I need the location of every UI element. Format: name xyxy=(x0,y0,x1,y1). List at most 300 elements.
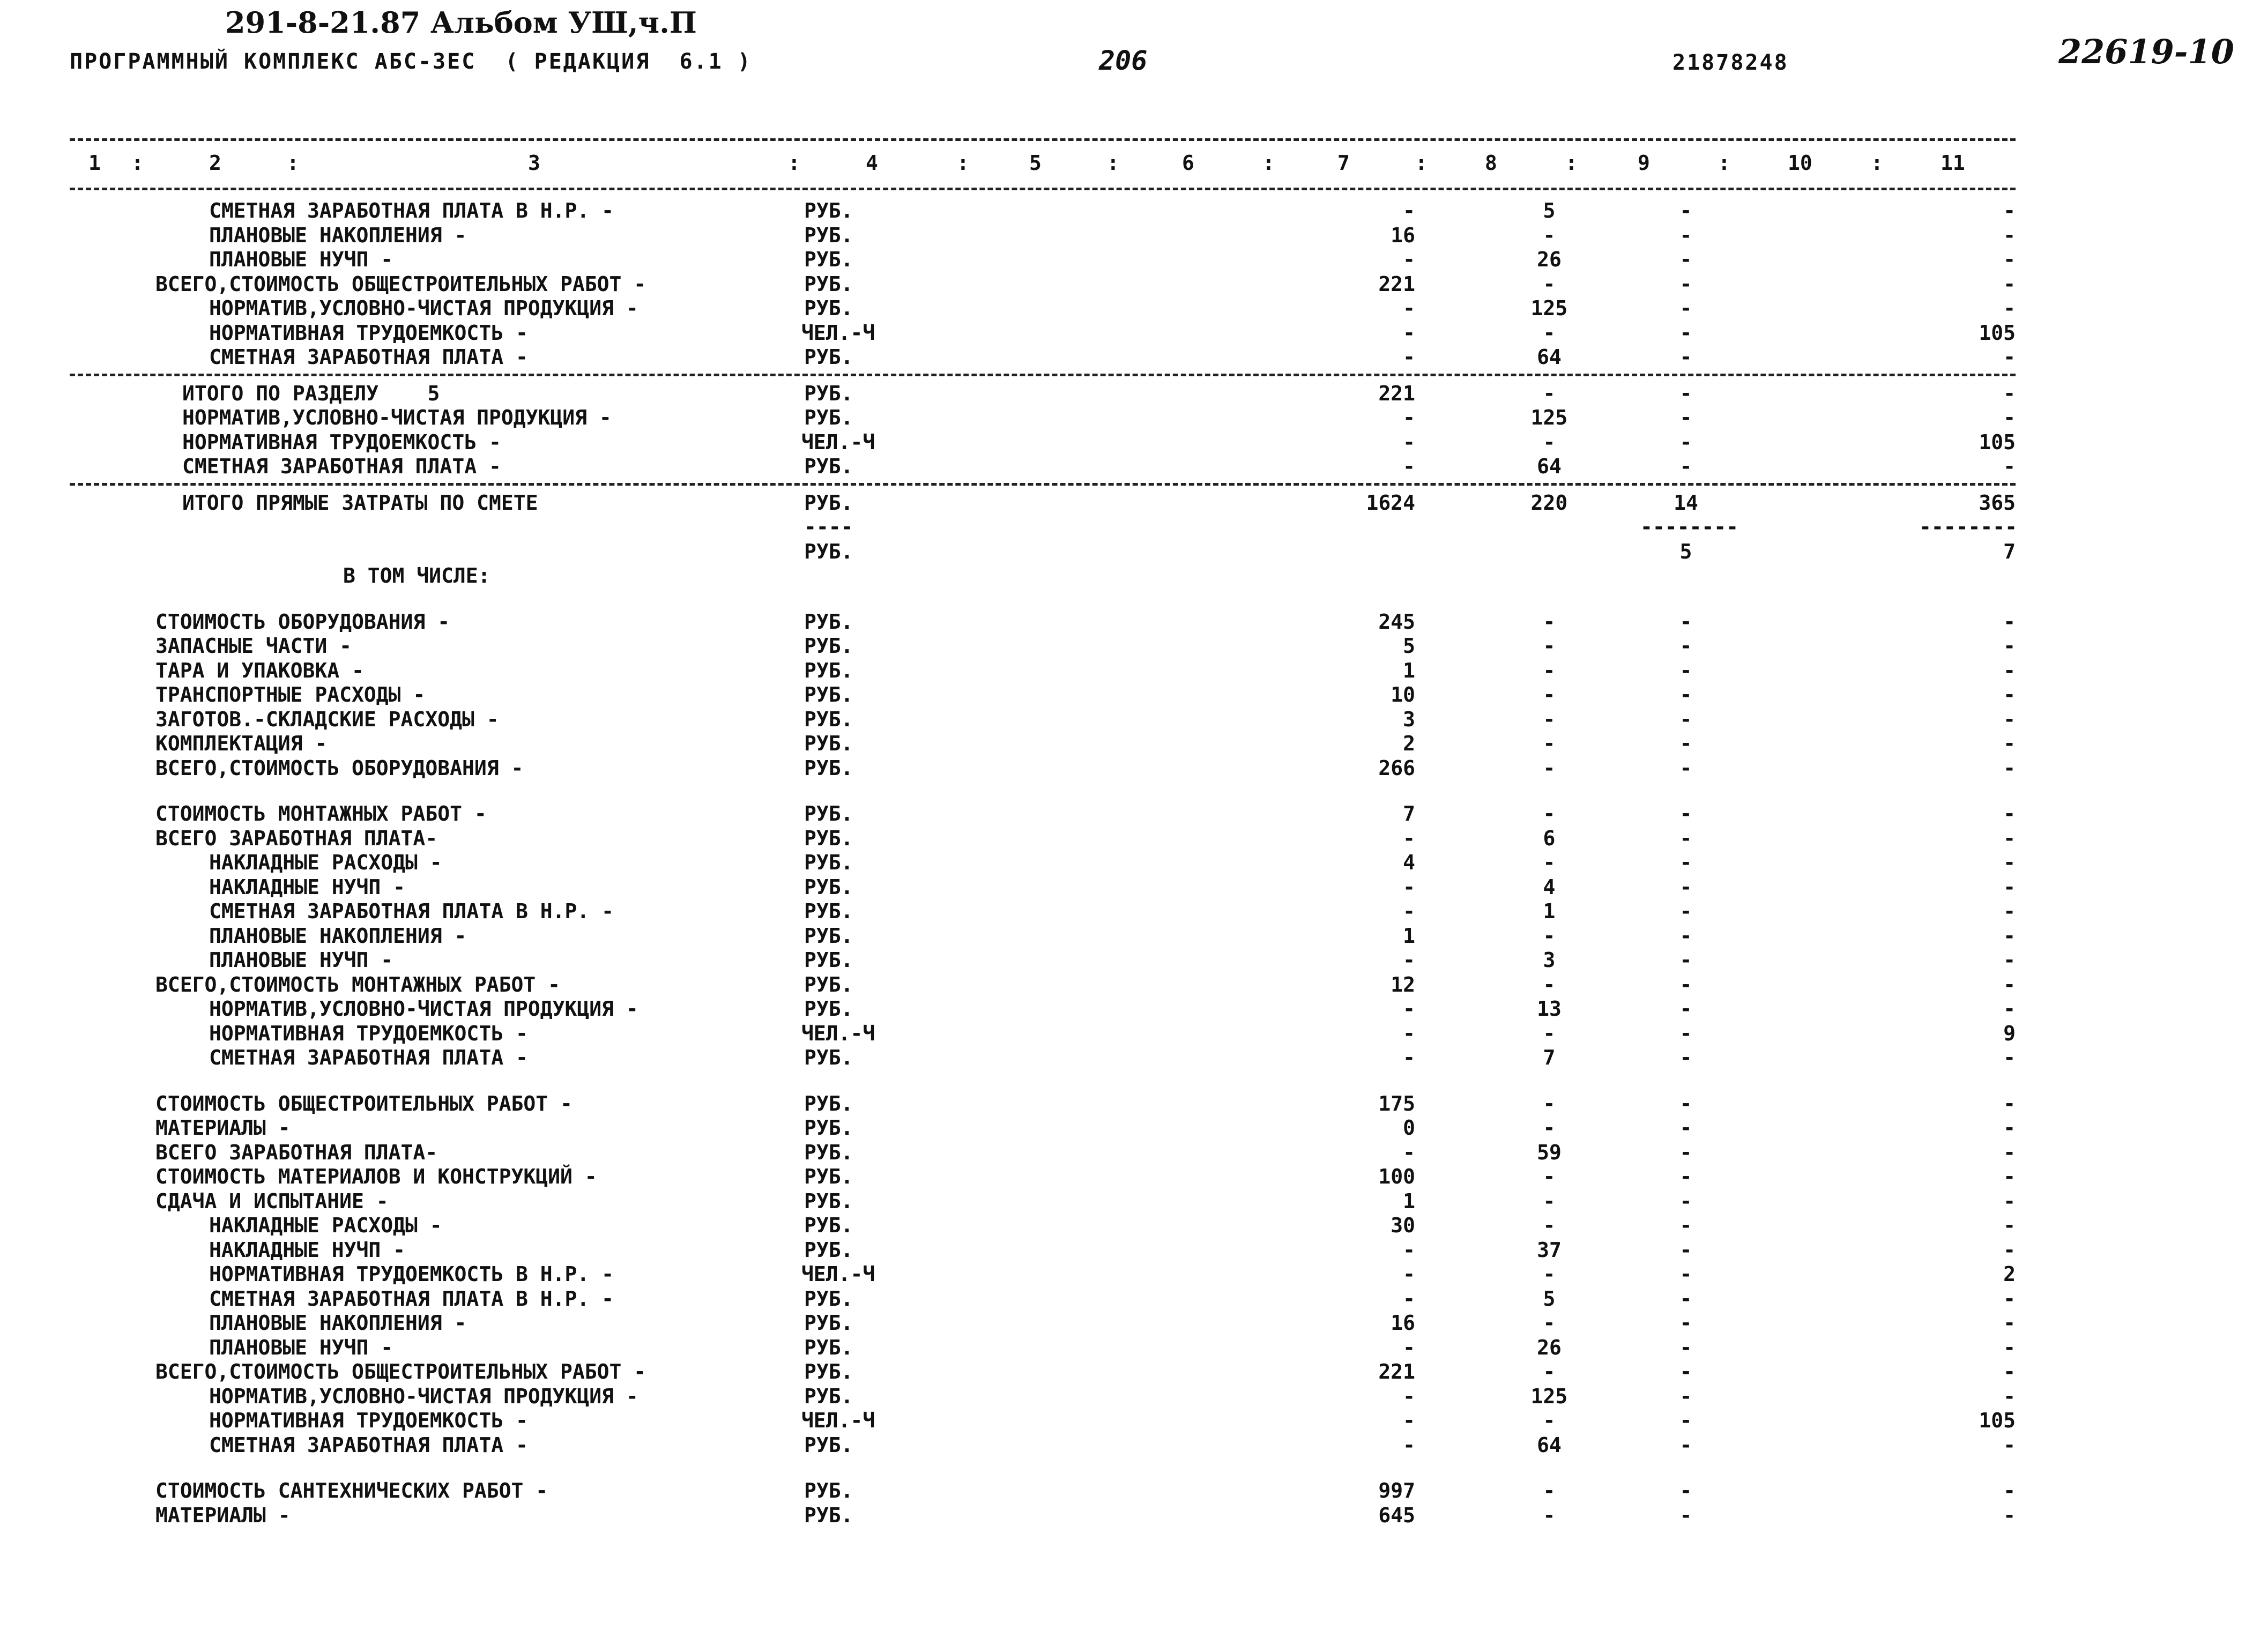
row-col9: 5 xyxy=(1679,539,1692,563)
row-col7: 175 xyxy=(1378,1091,1415,1115)
row-col8: - xyxy=(1543,1091,1556,1115)
table-row xyxy=(0,1433,2260,1457)
row-name: ПЛАНОВЫЕ НАКОПЛЕНИЯ - xyxy=(209,1311,467,1335)
row-col11: - xyxy=(2003,1286,2016,1311)
row-col7: 1 xyxy=(1403,658,1415,682)
row-col11: 9 xyxy=(2003,1021,2016,1045)
table-row xyxy=(0,539,2260,564)
row-unit: РУБ. xyxy=(804,1189,853,1213)
handwritten-number: 22619-10 xyxy=(2058,32,2234,71)
table-row xyxy=(0,1021,2260,1046)
column-header-10: 10 xyxy=(1788,151,1812,175)
row-col9: - xyxy=(1679,948,1692,972)
row-col8: - xyxy=(1543,1165,1556,1188)
row-col11: - xyxy=(2003,802,2016,825)
table-row xyxy=(0,1503,2260,1528)
row-name: В ТОМ ЧИСЛЕ: xyxy=(343,564,490,587)
row-col11: - xyxy=(2003,406,2016,429)
row-col9: - xyxy=(1679,406,1692,429)
row-col11: - xyxy=(2003,1479,2016,1502)
row-col8: - xyxy=(1543,634,1556,658)
row-col8: 125 xyxy=(1530,1384,1568,1408)
row-col9: - xyxy=(1679,199,1692,222)
row-unit: РУБ. xyxy=(804,658,853,682)
row-col11: - xyxy=(2003,381,2016,405)
row-col11: - xyxy=(2003,609,2016,634)
row-col9: - xyxy=(1679,1335,1692,1359)
table-row xyxy=(0,1213,2260,1238)
row-col7: 221 xyxy=(1378,272,1415,296)
row-name: ВСЕГО,СТОИМОСТЬ ОБЩЕСТРОИТЕЛЬНЫХ РАБОТ - xyxy=(155,272,646,296)
row-name: НОРМАТИВНАЯ ТРУДОЕМКОСТЬ В Н.Р. - xyxy=(209,1262,614,1286)
row-col8: - xyxy=(1543,972,1556,996)
row-name: ПЛАНОВЫЕ НУЧП - xyxy=(209,1335,393,1359)
row-col11: - xyxy=(2003,345,2016,369)
row-unit: ---- xyxy=(804,515,853,539)
row-col7: - xyxy=(1403,1046,1415,1069)
table-row xyxy=(0,490,2260,515)
row-name: ПЛАНОВЫЕ НАКОПЛЕНИЯ - xyxy=(209,924,467,948)
row-col11: - xyxy=(2003,296,2016,320)
row-col8: - xyxy=(1543,732,1556,755)
row-col11: - xyxy=(2003,1335,2016,1359)
row-col7: - xyxy=(1403,345,1415,369)
row-col11: - xyxy=(2003,1116,2016,1140)
column-header-2: 2 xyxy=(209,151,221,175)
table-row xyxy=(0,223,2260,248)
header-bottom-rule xyxy=(70,188,2016,190)
row-col9: - xyxy=(1679,826,1692,850)
table-row xyxy=(0,899,2260,924)
row-col7: 16 xyxy=(1391,1311,1415,1335)
row-unit: РУБ. xyxy=(804,539,853,563)
row-col9: - xyxy=(1679,321,1692,345)
table-row xyxy=(0,1286,2260,1311)
row-col8: - xyxy=(1543,223,1556,247)
row-unit: РУБ. xyxy=(804,345,853,369)
row-col9: - xyxy=(1679,1140,1692,1164)
row-col7: 4 xyxy=(1403,851,1415,874)
row-unit: РУБ. xyxy=(804,272,853,296)
table-row xyxy=(0,682,2260,707)
row-col11: - xyxy=(2003,1238,2016,1262)
row-name: СТОИМОСТЬ ОБОРУДОВАНИЯ - xyxy=(155,609,450,634)
table-row xyxy=(0,430,2260,455)
row-unit: РУБ. xyxy=(804,948,853,972)
row-col9: - xyxy=(1679,1214,1692,1237)
row-col9: - xyxy=(1679,1360,1692,1383)
row-col11: - xyxy=(2003,899,2016,923)
row-col11: - xyxy=(2003,658,2016,682)
table-row xyxy=(0,1384,2260,1409)
table-row xyxy=(0,707,2260,732)
table-row xyxy=(0,381,2260,406)
row-col8: - xyxy=(1543,1360,1556,1383)
row-col7: 997 xyxy=(1378,1479,1415,1502)
table-row xyxy=(0,1335,2260,1360)
table-row xyxy=(0,1045,2260,1070)
row-col11: - xyxy=(2003,1046,2016,1069)
row-col11: - xyxy=(2003,1214,2016,1237)
row-name: ПЛАНОВЫЕ НАКОПЛЕНИЯ - xyxy=(209,223,467,247)
row-name: ТРАНСПОРТНЫЕ РАСХОДЫ - xyxy=(155,683,426,706)
row-col9: - xyxy=(1679,223,1692,247)
row-col8: - xyxy=(1543,1116,1556,1140)
row-col7: - xyxy=(1403,1262,1415,1286)
row-unit: РУБ. xyxy=(804,1335,853,1359)
row-name: ПЛАНОВЫЕ НУЧП - xyxy=(209,948,393,972)
document-code: 21878248 xyxy=(1672,50,1789,75)
row-col8: 37 xyxy=(1537,1238,1562,1262)
row-col9: - xyxy=(1679,1116,1692,1140)
row-name: НОРМАТИВНАЯ ТРУДОЕМКОСТЬ - xyxy=(209,321,528,345)
row-col9: - xyxy=(1679,1479,1692,1502)
column-header-5: 5 xyxy=(1029,151,1042,175)
row-unit: РУБ. xyxy=(804,1286,853,1311)
row-col8: 5 xyxy=(1543,1286,1556,1311)
row-col11: - xyxy=(2003,1360,2016,1383)
row-col7: 30 xyxy=(1391,1214,1415,1237)
row-name: НОРМАТИВ,УСЛОВНО-ЧИСТАЯ ПРОДУКЦИЯ - xyxy=(182,406,612,429)
row-name: НОРМАТИВ,УСЛОВНО-ЧИСТАЯ ПРОДУКЦИЯ - xyxy=(209,997,638,1021)
row-col11: - xyxy=(2003,272,2016,296)
row-col8: - xyxy=(1543,1503,1556,1527)
row-col8: - xyxy=(1543,851,1556,874)
row-name: СМЕТНАЯ ЗАРАБОТНАЯ ПЛАТА - xyxy=(209,1433,528,1457)
row-unit: РУБ. xyxy=(804,899,853,923)
table-row xyxy=(0,1189,2260,1214)
row-name: НОРМАТИВ,УСЛОВНО-ЧИСТАЯ ПРОДУКЦИЯ - xyxy=(209,1384,638,1408)
table-row xyxy=(0,731,2260,756)
row-unit: ЧЕЛ.-Ч xyxy=(801,1409,875,1432)
column-header-9: 9 xyxy=(1638,151,1650,175)
row-col8: 26 xyxy=(1537,1335,1562,1359)
row-col11: - xyxy=(2003,1189,2016,1213)
row-col8: - xyxy=(1543,756,1556,780)
row-name: СМЕТНАЯ ЗАРАБОТНАЯ ПЛАТА В Н.Р. - xyxy=(209,199,614,222)
row-unit: РУБ. xyxy=(804,683,853,706)
row-name: НОРМАТИВНАЯ ТРУДОЕМКОСТЬ - xyxy=(209,1021,528,1045)
row-col9: - xyxy=(1679,683,1692,706)
row-col9: - xyxy=(1679,972,1692,996)
row-col7: - xyxy=(1403,199,1415,222)
row-unit: РУБ. xyxy=(804,1479,853,1502)
row-col7: 12 xyxy=(1391,972,1415,996)
row-name: СМЕТНАЯ ЗАРАБОТНАЯ ПЛАТА - xyxy=(209,1046,528,1069)
row-col9: - xyxy=(1679,1021,1692,1045)
row-unit: РУБ. xyxy=(804,972,853,996)
row-name: СМЕТНАЯ ЗАРАБОТНАЯ ПЛАТА В Н.Р. - xyxy=(209,1286,614,1311)
row-name: КОМПЛЕКТАЦИЯ - xyxy=(155,732,328,755)
row-col11: - xyxy=(2003,924,2016,948)
row-unit: РУБ. xyxy=(804,1140,853,1164)
row-col7: - xyxy=(1403,430,1415,454)
row-col7: - xyxy=(1403,899,1415,923)
table-row xyxy=(0,850,2260,875)
row-col9: - xyxy=(1679,997,1692,1021)
row-name: ИТОГО ПРЯМЫЕ ЗАТРАТЫ ПО СМЕТЕ xyxy=(182,490,538,515)
row-col11: 105 xyxy=(1979,1409,2016,1432)
row-col9: - xyxy=(1679,1384,1692,1408)
row-col11: - xyxy=(2003,707,2016,731)
row-name: ВСЕГО ЗАРАБОТНАЯ ПЛАТА- xyxy=(155,1140,438,1164)
table-row xyxy=(0,658,2260,683)
row-col8: 3 xyxy=(1543,948,1556,972)
table-row xyxy=(0,247,2260,272)
row-col7: - xyxy=(1403,321,1415,345)
row-name: МАТЕРИАЛЫ - xyxy=(155,1116,291,1140)
table-row xyxy=(0,515,2260,539)
row-name: ПЛАНОВЫЕ НУЧП - xyxy=(209,248,393,271)
row-col8: - xyxy=(1543,272,1556,296)
row-unit: РУБ. xyxy=(804,756,853,780)
row-col11: - xyxy=(2003,248,2016,271)
page-number: 206 xyxy=(1099,45,1148,76)
row-col11: - xyxy=(2003,223,2016,247)
row-name: СМЕТНАЯ ЗАРАБОТНАЯ ПЛАТА - xyxy=(182,455,501,478)
row-col11: - xyxy=(2003,826,2016,850)
table-row xyxy=(0,1140,2260,1165)
row-col9: - xyxy=(1679,272,1692,296)
row-name: НАКЛАДНЫЕ НУЧП - xyxy=(209,1238,406,1262)
row-col9: - xyxy=(1679,1311,1692,1335)
table-row xyxy=(0,1164,2260,1189)
program-header: ПРОГРАММНЫЙ КОМПЛЕКС АБС-3ЕС ( РЕДАКЦИЯ 6.1 ) xyxy=(70,49,752,74)
table-row xyxy=(0,454,2260,479)
row-col7: 645 xyxy=(1378,1503,1415,1527)
row-col11: -------- xyxy=(1919,515,2018,539)
row-col9: - xyxy=(1679,1189,1692,1213)
table-row xyxy=(0,924,2260,948)
row-col9: - xyxy=(1679,1238,1692,1262)
row-col9: - xyxy=(1679,345,1692,369)
table-row xyxy=(0,875,2260,899)
row-col11: - xyxy=(2003,948,2016,972)
row-col9: - xyxy=(1679,658,1692,682)
row-unit: РУБ. xyxy=(804,381,853,405)
row-col8: - xyxy=(1543,707,1556,731)
row-name: СТОИМОСТЬ МОНТАЖНЫХ РАБОТ - xyxy=(155,802,487,825)
row-name: СМЕТНАЯ ЗАРАБОТНАЯ ПЛАТА В Н.Р. - xyxy=(209,899,614,923)
row-name: ВСЕГО,СТОИМОСТЬ ОБОРУДОВАНИЯ - xyxy=(155,756,524,780)
row-col9: -------- xyxy=(1640,515,1739,539)
row-col7: - xyxy=(1403,248,1415,271)
row-col7: 1624 xyxy=(1366,490,1415,515)
row-name: НОРМАТИВ,УСЛОВНО-ЧИСТАЯ ПРОДУКЦИЯ - xyxy=(209,296,638,320)
table-row xyxy=(0,948,2260,972)
table-row xyxy=(0,1262,2260,1286)
row-name: ТАРА И УПАКОВКА - xyxy=(155,658,364,682)
row-col8: 5 xyxy=(1543,199,1556,222)
row-col7: - xyxy=(1403,826,1415,850)
row-col8: - xyxy=(1543,683,1556,706)
table-row xyxy=(0,996,2260,1021)
row-col11: - xyxy=(2003,972,2016,996)
row-unit: РУБ. xyxy=(804,248,853,271)
row-col7: 16 xyxy=(1391,223,1415,247)
row-col7: - xyxy=(1403,1140,1415,1164)
table-row xyxy=(0,756,2260,780)
row-col9: - xyxy=(1679,296,1692,320)
row-col8: - xyxy=(1543,1262,1556,1286)
row-unit: РУБ. xyxy=(804,1091,853,1115)
row-name: НАКЛАДНЫЕ НУЧП - xyxy=(209,875,406,899)
row-col9: - xyxy=(1679,1165,1692,1188)
row-unit: РУБ. xyxy=(804,851,853,874)
row-col11: - xyxy=(2003,756,2016,780)
row-unit: РУБ. xyxy=(804,634,853,658)
row-col7: - xyxy=(1403,875,1415,899)
row-col11: - xyxy=(2003,683,2016,706)
row-unit: РУБ. xyxy=(804,924,853,948)
row-col9: - xyxy=(1679,899,1692,923)
row-unit: РУБ. xyxy=(804,296,853,320)
row-col7: - xyxy=(1403,406,1415,429)
row-col8: - xyxy=(1543,1409,1556,1432)
row-col9: - xyxy=(1679,381,1692,405)
row-name: ЗАГОТОВ.-СКЛАДСКИЕ РАСХОДЫ - xyxy=(155,707,499,731)
row-col11: 105 xyxy=(1979,430,2016,454)
row-unit: ЧЕЛ.-Ч xyxy=(801,430,875,454)
row-unit: РУБ. xyxy=(804,199,853,222)
table-row xyxy=(0,1408,2260,1433)
row-unit: РУБ. xyxy=(804,732,853,755)
row-col8: 4 xyxy=(1543,875,1556,899)
row-col9: - xyxy=(1679,756,1692,780)
column-header-8: 8 xyxy=(1485,151,1497,175)
row-name: СТОИМОСТЬ САНТЕХНИЧЕСКИХ РАБОТ - xyxy=(155,1479,548,1502)
row-col7: - xyxy=(1403,1021,1415,1045)
row-col8: - xyxy=(1543,321,1556,345)
row-col7: - xyxy=(1403,1409,1415,1432)
row-col7: 2 xyxy=(1403,732,1415,755)
row-unit: ЧЕЛ.-Ч xyxy=(801,1262,875,1286)
section-rule xyxy=(70,374,2016,376)
row-col11: - xyxy=(2003,851,2016,874)
row-col8: - xyxy=(1543,609,1556,634)
row-unit: РУБ. xyxy=(804,707,853,731)
row-col7: - xyxy=(1403,1384,1415,1408)
row-unit: РУБ. xyxy=(804,1116,853,1140)
row-unit: РУБ. xyxy=(804,223,853,247)
table-row xyxy=(0,1091,2260,1116)
row-name: ЗАПАСНЫЕ ЧАСТИ - xyxy=(155,634,352,658)
row-name: СМЕТНАЯ ЗАРАБОТНАЯ ПЛАТА - xyxy=(209,345,528,369)
row-col8: - xyxy=(1543,1189,1556,1213)
table-row xyxy=(0,198,2260,223)
row-col8: - xyxy=(1543,430,1556,454)
row-col7: 10 xyxy=(1391,683,1415,706)
row-col7: 245 xyxy=(1378,609,1415,634)
table-row xyxy=(0,563,2260,588)
row-col11: - xyxy=(2003,997,2016,1021)
row-col8: 1 xyxy=(1543,899,1556,923)
table-row xyxy=(0,1238,2260,1262)
row-col7: 221 xyxy=(1378,381,1415,405)
row-col7: - xyxy=(1403,1335,1415,1359)
row-unit: РУБ. xyxy=(804,875,853,899)
row-unit: РУБ. xyxy=(804,1311,853,1335)
row-col9: - xyxy=(1679,248,1692,271)
row-unit: ЧЕЛ.-Ч xyxy=(801,1021,875,1045)
row-col8: 125 xyxy=(1530,406,1568,429)
table-row xyxy=(0,296,2260,321)
column-header-4: 4 xyxy=(866,151,878,175)
row-unit: РУБ. xyxy=(804,1165,853,1188)
row-col8: - xyxy=(1543,381,1556,405)
row-col9: - xyxy=(1679,851,1692,874)
row-col11: 2 xyxy=(2003,1262,2016,1286)
row-col9: - xyxy=(1679,875,1692,899)
row-col8: - xyxy=(1543,658,1556,682)
row-unit: РУБ. xyxy=(804,609,853,634)
row-col11: - xyxy=(2003,732,2016,755)
table-row xyxy=(0,1478,2260,1503)
row-col9: - xyxy=(1679,1286,1692,1311)
section-rule xyxy=(70,483,2016,486)
row-col8: 26 xyxy=(1537,248,1562,271)
row-col11: - xyxy=(2003,199,2016,222)
row-unit: РУБ. xyxy=(804,1238,853,1262)
row-col11: - xyxy=(2003,1384,2016,1408)
table-row xyxy=(0,1311,2260,1335)
row-name: НОРМАТИВНАЯ ТРУДОЕМКОСТЬ - xyxy=(182,430,501,454)
table-row xyxy=(0,272,2260,296)
table-row xyxy=(0,634,2260,658)
row-col7: - xyxy=(1403,1238,1415,1262)
row-col9: - xyxy=(1679,455,1692,478)
row-col7: 100 xyxy=(1378,1165,1415,1188)
row-col7: 1 xyxy=(1403,1189,1415,1213)
row-unit: РУБ. xyxy=(804,1384,853,1408)
row-unit: РУБ. xyxy=(804,1214,853,1237)
row-name: ВСЕГО ЗАРАБОТНАЯ ПЛАТА- xyxy=(155,826,438,850)
table-row xyxy=(0,405,2260,430)
album-title: 291-8-21.87 Альбом УШ,ч.П xyxy=(225,5,697,40)
row-name: НАКЛАДНЫЕ РАСХОДЫ - xyxy=(209,851,442,874)
row-name: ИТОГО ПО РАЗДЕЛУ 5 xyxy=(182,381,440,405)
row-col8: 125 xyxy=(1530,296,1568,320)
column-header-11: 11 xyxy=(1941,151,1965,175)
row-col11: 105 xyxy=(1979,321,2016,345)
row-unit: РУБ. xyxy=(804,802,853,825)
row-unit: РУБ. xyxy=(804,455,853,478)
row-unit: РУБ. xyxy=(804,1046,853,1069)
row-col11: - xyxy=(2003,1433,2016,1457)
row-col11: - xyxy=(2003,1165,2016,1188)
row-col7: 0 xyxy=(1403,1116,1415,1140)
column-header-1: 1 xyxy=(88,151,101,175)
row-col8: 64 xyxy=(1537,345,1562,369)
row-col11: - xyxy=(2003,1503,2016,1527)
row-name: СТОИМОСТЬ МАТЕРИАЛОВ И КОНСТРУКЦИЙ - xyxy=(155,1165,597,1188)
row-col8: 64 xyxy=(1537,455,1562,478)
row-col8: - xyxy=(1543,1214,1556,1237)
row-col9: - xyxy=(1679,430,1692,454)
row-col9: - xyxy=(1679,1091,1692,1115)
table-row xyxy=(0,609,2260,634)
row-unit: РУБ. xyxy=(804,406,853,429)
row-unit: РУБ. xyxy=(804,1360,853,1383)
row-col8: - xyxy=(1543,1311,1556,1335)
row-col7: - xyxy=(1403,1433,1415,1457)
row-col8: 220 xyxy=(1530,490,1568,515)
row-col8: 13 xyxy=(1537,997,1562,1021)
row-name: ВСЕГО,СТОИМОСТЬ МОНТАЖНЫХ РАБОТ - xyxy=(155,972,560,996)
row-name: МАТЕРИАЛЫ - xyxy=(155,1503,291,1527)
row-col9: - xyxy=(1679,1433,1692,1457)
row-col9: - xyxy=(1679,732,1692,755)
